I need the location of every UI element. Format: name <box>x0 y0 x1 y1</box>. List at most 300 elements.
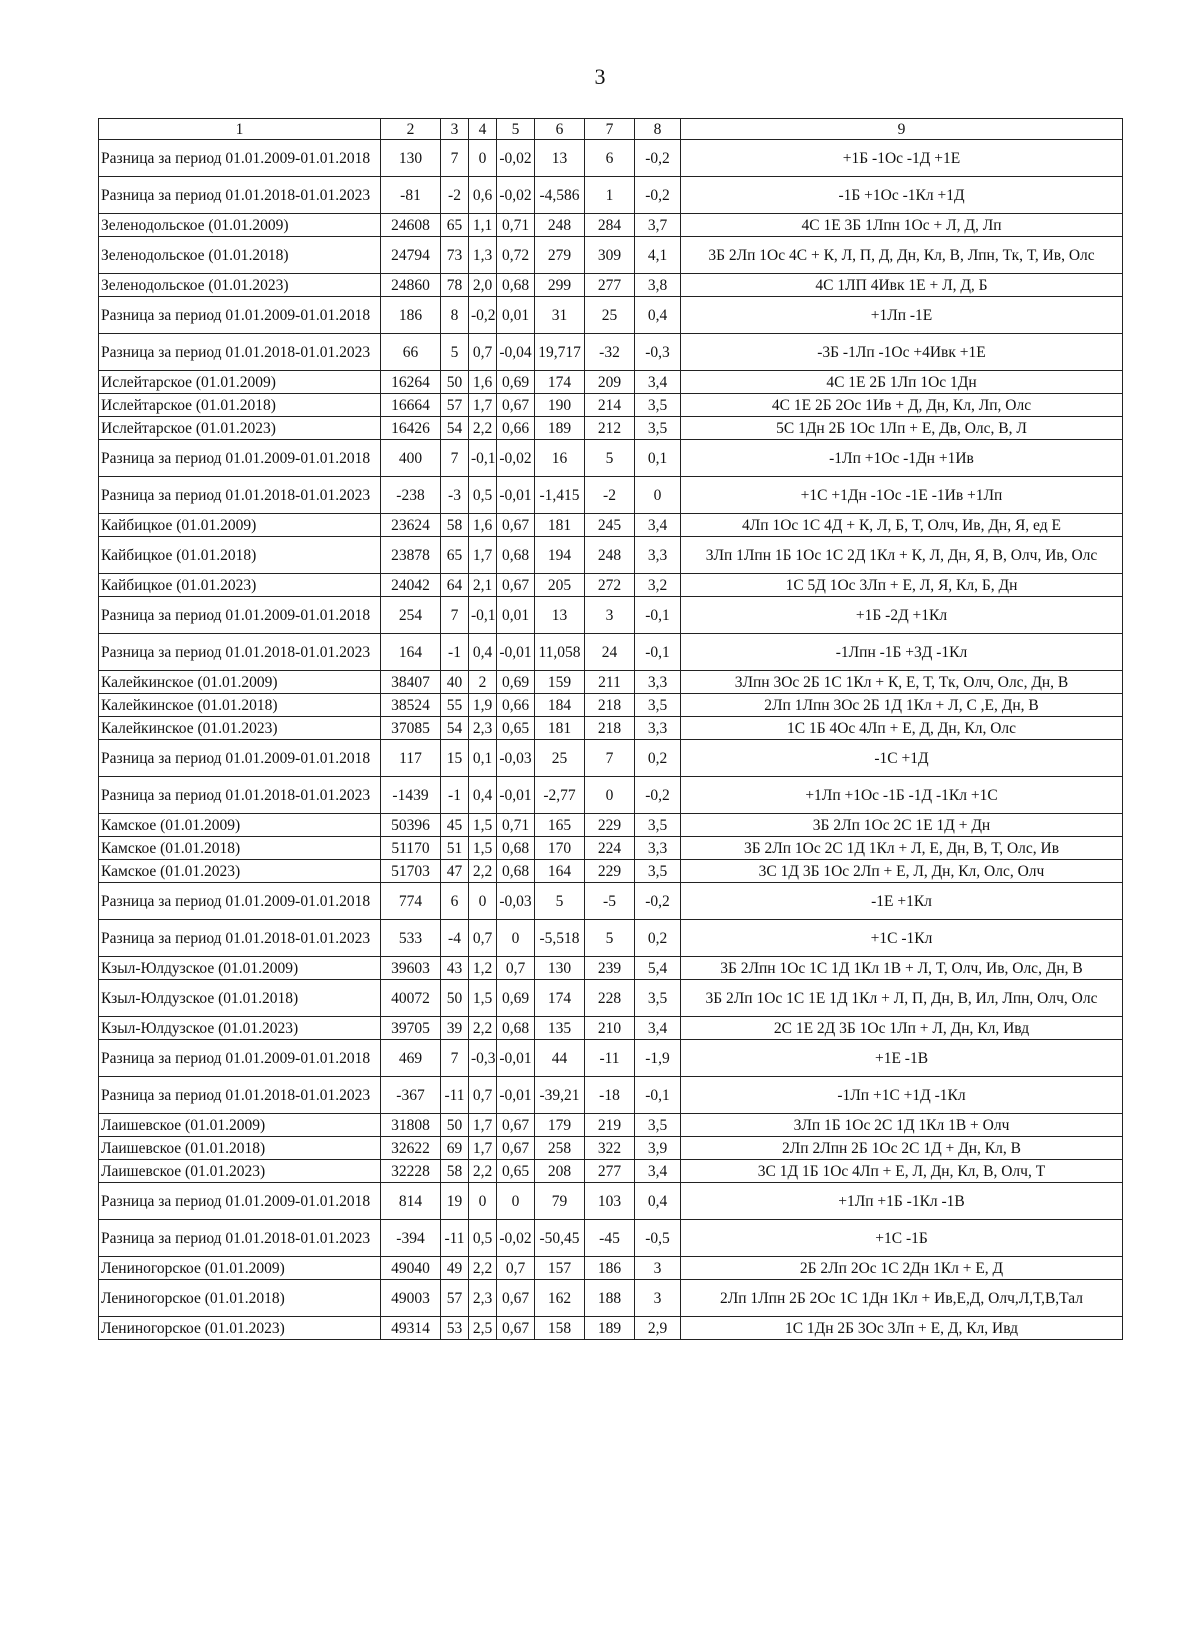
value-cell: 2,5 <box>469 1317 497 1340</box>
value-cell: 0,68 <box>497 1017 535 1040</box>
value-cell: 158 <box>535 1317 585 1340</box>
value-cell: -1439 <box>381 777 441 814</box>
value-cell: 208 <box>535 1160 585 1183</box>
district-row <box>99 537 1123 574</box>
value-cell: 0,67 <box>497 1114 535 1137</box>
value-cell: 533 <box>381 920 441 957</box>
row-label: Кзыл-Юлдузское (01.01.2018) <box>99 980 381 1017</box>
species-composition: 1С 5Д 1Ос 3Лп + Е, Л, Я, Кл, Б, Дн <box>681 574 1123 597</box>
value-cell: -367 <box>381 1077 441 1114</box>
value-cell: 3,4 <box>635 1160 681 1183</box>
value-cell: 0,01 <box>497 297 535 334</box>
value-cell: 157 <box>535 1257 585 1280</box>
value-cell: 103 <box>585 1183 635 1220</box>
page-number: 3 <box>594 64 606 89</box>
value-cell: 23624 <box>381 514 441 537</box>
value-cell: 50396 <box>381 814 441 837</box>
value-cell: -50,45 <box>535 1220 585 1257</box>
species-composition: +1Б -1Ос -1Д +1Е <box>681 140 1123 177</box>
value-cell: 164 <box>535 860 585 883</box>
value-cell: 309 <box>585 237 635 274</box>
value-cell: -0,1 <box>469 597 497 634</box>
value-cell: 224 <box>585 837 635 860</box>
value-cell: 211 <box>585 671 635 694</box>
value-cell: 162 <box>535 1280 585 1317</box>
district-row <box>99 394 1123 417</box>
value-cell: 2,2 <box>469 1017 497 1040</box>
value-cell: 2,2 <box>469 1257 497 1280</box>
value-cell: 164 <box>381 634 441 671</box>
row-label: Камское (01.01.2018) <box>99 837 381 860</box>
value-cell: 218 <box>585 717 635 740</box>
value-cell: 47 <box>441 860 469 883</box>
district-row <box>99 1137 1123 1160</box>
forest-statistics-table <box>98 118 1123 1340</box>
value-cell: 0,71 <box>497 214 535 237</box>
species-composition: +1Б -2Д +1Кл <box>681 597 1123 634</box>
value-cell: 0,66 <box>497 417 535 440</box>
column-header: 2 <box>381 119 441 140</box>
species-composition: -1Е +1Кл <box>681 883 1123 920</box>
value-cell: 58 <box>441 1160 469 1183</box>
row-label: Калейкинское (01.01.2023) <box>99 717 381 740</box>
row-label: Разница за период 01.01.2009-01.01.2018 <box>99 440 381 477</box>
value-cell: 3,5 <box>635 980 681 1017</box>
row-label: Лениногорское (01.01.2018) <box>99 1280 381 1317</box>
value-cell: 5 <box>585 440 635 477</box>
value-cell: 32228 <box>381 1160 441 1183</box>
value-cell: 219 <box>585 1114 635 1137</box>
value-cell: -0,3 <box>635 334 681 371</box>
value-cell: 1,5 <box>469 980 497 1017</box>
row-label: Камское (01.01.2023) <box>99 860 381 883</box>
row-label: Разница за период 01.01.2009-01.01.2018 <box>99 1040 381 1077</box>
value-cell: -11 <box>585 1040 635 1077</box>
row-label: Камское (01.01.2009) <box>99 814 381 837</box>
value-cell: -11 <box>441 1220 469 1257</box>
row-label: Разница за период 01.01.2009-01.01.2018 <box>99 597 381 634</box>
value-cell: -11 <box>441 1077 469 1114</box>
row-label: Разница за период 01.01.2018-01.01.2023 <box>99 634 381 671</box>
value-cell: 53 <box>441 1317 469 1340</box>
column-header: 1 <box>99 119 381 140</box>
value-cell: -39,21 <box>535 1077 585 1114</box>
value-cell: 117 <box>381 740 441 777</box>
value-cell: 39 <box>441 1017 469 1040</box>
value-cell: 40 <box>441 671 469 694</box>
value-cell: 0,67 <box>497 514 535 537</box>
value-cell: -18 <box>585 1077 635 1114</box>
row-label: Кайбицкое (01.01.2018) <box>99 537 381 574</box>
value-cell: 3,5 <box>635 814 681 837</box>
value-cell: 3,3 <box>635 717 681 740</box>
district-row <box>99 814 1123 837</box>
value-cell: 2,2 <box>469 417 497 440</box>
value-cell: 0,68 <box>497 837 535 860</box>
species-composition: 3Б 2Лп 1Ос 2С 1Е 1Д + Дн <box>681 814 1123 837</box>
value-cell: -0,2 <box>469 297 497 334</box>
district-row <box>99 514 1123 537</box>
value-cell: 0,1 <box>469 740 497 777</box>
value-cell: -0,03 <box>497 883 535 920</box>
value-cell: 0,5 <box>469 1220 497 1257</box>
value-cell: 5 <box>535 883 585 920</box>
value-cell: -5 <box>585 883 635 920</box>
value-cell: 130 <box>535 957 585 980</box>
species-composition: 3Лпн 3Ос 2Б 1С 1Кл + К, Е, Т, Тк, Олч, Олс, Дн, В <box>681 671 1123 694</box>
value-cell: 130 <box>381 140 441 177</box>
difference-row <box>99 1220 1123 1257</box>
value-cell: -0,2 <box>635 777 681 814</box>
value-cell: -0,1 <box>469 440 497 477</box>
species-composition: +1Лп -1Е <box>681 297 1123 334</box>
value-cell: 2,1 <box>469 574 497 597</box>
value-cell: 78 <box>441 274 469 297</box>
value-cell: 50 <box>441 371 469 394</box>
row-label: Кзыл-Юлдузское (01.01.2023) <box>99 1017 381 1040</box>
value-cell: 31808 <box>381 1114 441 1137</box>
species-composition: -1Лп +1С +1Д -1Кл <box>681 1077 1123 1114</box>
value-cell: -1 <box>441 777 469 814</box>
value-cell: -0,02 <box>497 1220 535 1257</box>
value-cell: 194 <box>535 537 585 574</box>
value-cell: 1,6 <box>469 371 497 394</box>
district-row <box>99 1257 1123 1280</box>
value-cell: 248 <box>535 214 585 237</box>
row-label: Ислейтарское (01.01.2023) <box>99 417 381 440</box>
value-cell: 31 <box>535 297 585 334</box>
value-cell: 65 <box>441 214 469 237</box>
value-cell: 13 <box>535 140 585 177</box>
row-label: Разница за период 01.01.2018-01.01.2023 <box>99 177 381 214</box>
value-cell: 7 <box>585 740 635 777</box>
value-cell: 0,01 <box>497 597 535 634</box>
value-cell: 38524 <box>381 694 441 717</box>
value-cell: 79 <box>535 1183 585 1220</box>
value-cell: -0,01 <box>497 634 535 671</box>
value-cell: 49314 <box>381 1317 441 1340</box>
value-cell: 179 <box>535 1114 585 1137</box>
value-cell: 55 <box>441 694 469 717</box>
difference-row <box>99 883 1123 920</box>
value-cell: 174 <box>535 980 585 1017</box>
species-composition: -1Б +1Ос -1Кл +1Д <box>681 177 1123 214</box>
row-label: Лениногорское (01.01.2009) <box>99 1257 381 1280</box>
column-header: 9 <box>681 119 1123 140</box>
species-composition: 3Б 2Лп 1Ос 4С + К, Л, П, Д, Дн, Кл, В, Лпн, Тк, Т, Ив, Олс <box>681 237 1123 274</box>
value-cell: 24794 <box>381 237 441 274</box>
value-cell: 0,67 <box>497 1280 535 1317</box>
row-label: Зеленодольское (01.01.2009) <box>99 214 381 237</box>
value-cell: 65 <box>441 537 469 574</box>
value-cell: 0 <box>497 1183 535 1220</box>
value-cell: 64 <box>441 574 469 597</box>
value-cell: 469 <box>381 1040 441 1077</box>
value-cell: 214 <box>585 394 635 417</box>
value-cell: 0,4 <box>635 1183 681 1220</box>
value-cell: 277 <box>585 1160 635 1183</box>
value-cell: 159 <box>535 671 585 694</box>
value-cell: 284 <box>585 214 635 237</box>
value-cell: 0 <box>469 1183 497 1220</box>
value-cell: 3,5 <box>635 1114 681 1137</box>
value-cell: 205 <box>535 574 585 597</box>
value-cell: 49 <box>441 1257 469 1280</box>
value-cell: 0,66 <box>497 694 535 717</box>
difference-row <box>99 477 1123 514</box>
value-cell: 50 <box>441 1114 469 1137</box>
value-cell: -0,2 <box>635 140 681 177</box>
value-cell: 57 <box>441 1280 469 1317</box>
value-cell: 3,5 <box>635 394 681 417</box>
value-cell: 3,4 <box>635 1017 681 1040</box>
value-cell: 0,67 <box>497 1137 535 1160</box>
value-cell: 272 <box>585 574 635 597</box>
value-cell: 258 <box>535 1137 585 1160</box>
value-cell: 279 <box>535 237 585 274</box>
value-cell: 212 <box>585 417 635 440</box>
value-cell: 0,6 <box>469 177 497 214</box>
value-cell: -0,5 <box>635 1220 681 1257</box>
value-cell: -45 <box>585 1220 635 1257</box>
row-label: Разница за период 01.01.2018-01.01.2023 <box>99 1220 381 1257</box>
row-label: Разница за период 01.01.2009-01.01.2018 <box>99 140 381 177</box>
value-cell: 3,9 <box>635 1137 681 1160</box>
row-label: Кзыл-Юлдузское (01.01.2009) <box>99 957 381 980</box>
value-cell: 6 <box>585 140 635 177</box>
species-composition: 2Б 2Лп 2Ос 1С 2Дн 1Кл + Е, Д <box>681 1257 1123 1280</box>
value-cell: 0,68 <box>497 537 535 574</box>
value-cell: 54 <box>441 417 469 440</box>
value-cell: 814 <box>381 1183 441 1220</box>
row-label: Разница за период 01.01.2018-01.01.2023 <box>99 777 381 814</box>
district-row <box>99 694 1123 717</box>
value-cell: -394 <box>381 1220 441 1257</box>
row-label: Кайбицкое (01.01.2009) <box>99 514 381 537</box>
value-cell: -0,1 <box>635 1077 681 1114</box>
value-cell: 2,2 <box>469 860 497 883</box>
value-cell: 299 <box>535 274 585 297</box>
value-cell: 3 <box>635 1257 681 1280</box>
value-cell: 3,7 <box>635 214 681 237</box>
value-cell: 0,7 <box>497 1257 535 1280</box>
value-cell: 0,7 <box>497 957 535 980</box>
district-row <box>99 1280 1123 1317</box>
value-cell: -2,77 <box>535 777 585 814</box>
value-cell: 16264 <box>381 371 441 394</box>
value-cell: 5 <box>441 334 469 371</box>
value-cell: 16426 <box>381 417 441 440</box>
difference-row <box>99 177 1123 214</box>
column-header: 5 <box>497 119 535 140</box>
species-composition: +1С -1Б <box>681 1220 1123 1257</box>
value-cell: 2,3 <box>469 1280 497 1317</box>
district-row <box>99 837 1123 860</box>
value-cell: 228 <box>585 980 635 1017</box>
value-cell: 0,1 <box>635 440 681 477</box>
district-row <box>99 371 1123 394</box>
value-cell: 2 <box>469 671 497 694</box>
row-label: Разница за период 01.01.2009-01.01.2018 <box>99 883 381 920</box>
value-cell: -2 <box>585 477 635 514</box>
value-cell: 3,5 <box>635 694 681 717</box>
value-cell: 44 <box>535 1040 585 1077</box>
difference-row <box>99 1077 1123 1114</box>
value-cell: 7 <box>441 1040 469 1077</box>
column-header: 3 <box>441 119 469 140</box>
value-cell: 24608 <box>381 214 441 237</box>
value-cell: 245 <box>585 514 635 537</box>
value-cell: 19 <box>441 1183 469 1220</box>
value-cell: 39705 <box>381 1017 441 1040</box>
difference-row <box>99 140 1123 177</box>
value-cell: 0,68 <box>497 274 535 297</box>
value-cell: 254 <box>381 597 441 634</box>
value-cell: -0,02 <box>497 177 535 214</box>
district-row <box>99 274 1123 297</box>
value-cell: 0,68 <box>497 860 535 883</box>
species-composition: +1Лп +1Б -1Кл -1В <box>681 1183 1123 1220</box>
species-composition: -1С +1Д <box>681 740 1123 777</box>
district-row <box>99 214 1123 237</box>
value-cell: 218 <box>585 694 635 717</box>
value-cell: 189 <box>585 1317 635 1340</box>
value-cell: 181 <box>535 514 585 537</box>
species-composition: -1Лп +1Ос -1Дн +1Ив <box>681 440 1123 477</box>
value-cell: 0,65 <box>497 717 535 740</box>
table-header-row <box>99 119 1123 140</box>
species-composition: 3С 1Д 1Б 1Ос 4Лп + Е, Л, Дн, Кл, В, Олч, Т <box>681 1160 1123 1183</box>
value-cell: 0,72 <box>497 237 535 274</box>
difference-row <box>99 297 1123 334</box>
row-label: Зеленодольское (01.01.2023) <box>99 274 381 297</box>
value-cell: -5,518 <box>535 920 585 957</box>
value-cell: 13 <box>535 597 585 634</box>
value-cell: 0 <box>469 140 497 177</box>
value-cell: -0,01 <box>497 477 535 514</box>
value-cell: 0,71 <box>497 814 535 837</box>
district-row <box>99 980 1123 1017</box>
species-composition: 3Лп 1Б 1Ос 2С 1Д 1Кл 1В + Олч <box>681 1114 1123 1137</box>
value-cell: 0,7 <box>469 1077 497 1114</box>
row-label: Зеленодольское (01.01.2018) <box>99 237 381 274</box>
value-cell: 210 <box>585 1017 635 1040</box>
value-cell: -0,1 <box>635 597 681 634</box>
row-label: Ислейтарское (01.01.2009) <box>99 371 381 394</box>
value-cell: 174 <box>535 371 585 394</box>
value-cell: 49003 <box>381 1280 441 1317</box>
species-composition: 4С 1Е 3Б 1Лпн 1Ос + Л, Д, Лп <box>681 214 1123 237</box>
difference-row <box>99 440 1123 477</box>
value-cell: 39603 <box>381 957 441 980</box>
value-cell: -32 <box>585 334 635 371</box>
value-cell: 0,69 <box>497 371 535 394</box>
difference-row <box>99 920 1123 957</box>
value-cell: 1,7 <box>469 394 497 417</box>
value-cell: -0,04 <box>497 334 535 371</box>
value-cell: 51703 <box>381 860 441 883</box>
row-label: Калейкинское (01.01.2009) <box>99 671 381 694</box>
value-cell: 3,4 <box>635 514 681 537</box>
value-cell: -0,3 <box>469 1040 497 1077</box>
value-cell: 1,7 <box>469 1114 497 1137</box>
value-cell: 25 <box>585 297 635 334</box>
value-cell: 23878 <box>381 537 441 574</box>
species-composition: -1Лпн -1Б +3Д -1Кл <box>681 634 1123 671</box>
species-composition: 4С 1Е 2Б 1Лп 1Ос 1Дн <box>681 371 1123 394</box>
row-label: Разница за период 01.01.2009-01.01.2018 <box>99 740 381 777</box>
value-cell: -3 <box>441 477 469 514</box>
row-label: Разница за период 01.01.2018-01.01.2023 <box>99 334 381 371</box>
value-cell: 0,65 <box>497 1160 535 1183</box>
value-cell: -238 <box>381 477 441 514</box>
value-cell: 774 <box>381 883 441 920</box>
difference-row <box>99 740 1123 777</box>
district-row <box>99 237 1123 274</box>
district-row <box>99 1160 1123 1183</box>
value-cell: 32622 <box>381 1137 441 1160</box>
row-label: Разница за период 01.01.2018-01.01.2023 <box>99 1077 381 1114</box>
value-cell: -4 <box>441 920 469 957</box>
value-cell: 51 <box>441 837 469 860</box>
value-cell: 1,7 <box>469 1137 497 1160</box>
species-composition: 2Лп 2Лпн 2Б 1Ос 2С 1Д + Дн, Кл, В <box>681 1137 1123 1160</box>
value-cell: 38407 <box>381 671 441 694</box>
value-cell: 19,717 <box>535 334 585 371</box>
value-cell: 69 <box>441 1137 469 1160</box>
value-cell: -0,01 <box>497 1040 535 1077</box>
difference-row <box>99 334 1123 371</box>
column-header: 6 <box>535 119 585 140</box>
species-composition: 2С 1Е 2Д 3Б 1Ос 1Лп + Л, Дн, Кл, Ивд <box>681 1017 1123 1040</box>
district-row <box>99 671 1123 694</box>
value-cell: 0,7 <box>469 334 497 371</box>
value-cell: 1,7 <box>469 537 497 574</box>
value-cell: 58 <box>441 514 469 537</box>
value-cell: 3,8 <box>635 274 681 297</box>
species-composition: +1Лп +1Ос -1Б -1Д -1Кл +1С <box>681 777 1123 814</box>
value-cell: 2,2 <box>469 1160 497 1183</box>
value-cell: 73 <box>441 237 469 274</box>
species-composition: 3Лп 1Лпн 1Б 1Ос 1С 2Д 1Кл + К, Л, Дн, Я, В, Олч, Ив, Олс <box>681 537 1123 574</box>
value-cell: -1 <box>441 634 469 671</box>
species-composition: 3Б 2Лп 1Ос 2С 1Д 1Кл + Л, Е, Дн, В, Т, Олс, Ив <box>681 837 1123 860</box>
value-cell: 5 <box>585 920 635 957</box>
value-cell: 5,4 <box>635 957 681 980</box>
value-cell: 186 <box>585 1257 635 1280</box>
value-cell: 0,4 <box>469 634 497 671</box>
value-cell: 57 <box>441 394 469 417</box>
row-label: Разница за период 01.01.2018-01.01.2023 <box>99 477 381 514</box>
row-label: Лаишевское (01.01.2009) <box>99 1114 381 1137</box>
difference-row <box>99 1183 1123 1220</box>
species-composition: 4С 1Е 2Б 2Ос 1Ив + Д, Дн, Кл, Лп, Олс <box>681 394 1123 417</box>
value-cell: 3,5 <box>635 860 681 883</box>
value-cell: 1,5 <box>469 837 497 860</box>
district-row <box>99 1317 1123 1340</box>
value-cell: 24860 <box>381 274 441 297</box>
value-cell: 7 <box>441 440 469 477</box>
value-cell: 1,5 <box>469 814 497 837</box>
species-composition: 4С 1ЛП 4Ивк 1Е + Л, Д, Б <box>681 274 1123 297</box>
species-composition: 1С 1Б 4Ос 4Лп + Е, Д, Дн, Кл, Олс <box>681 717 1123 740</box>
column-header: 7 <box>585 119 635 140</box>
value-cell: 3,3 <box>635 671 681 694</box>
district-row <box>99 1114 1123 1137</box>
row-label: Лениногорское (01.01.2023) <box>99 1317 381 1340</box>
difference-row <box>99 777 1123 814</box>
value-cell: 43 <box>441 957 469 980</box>
